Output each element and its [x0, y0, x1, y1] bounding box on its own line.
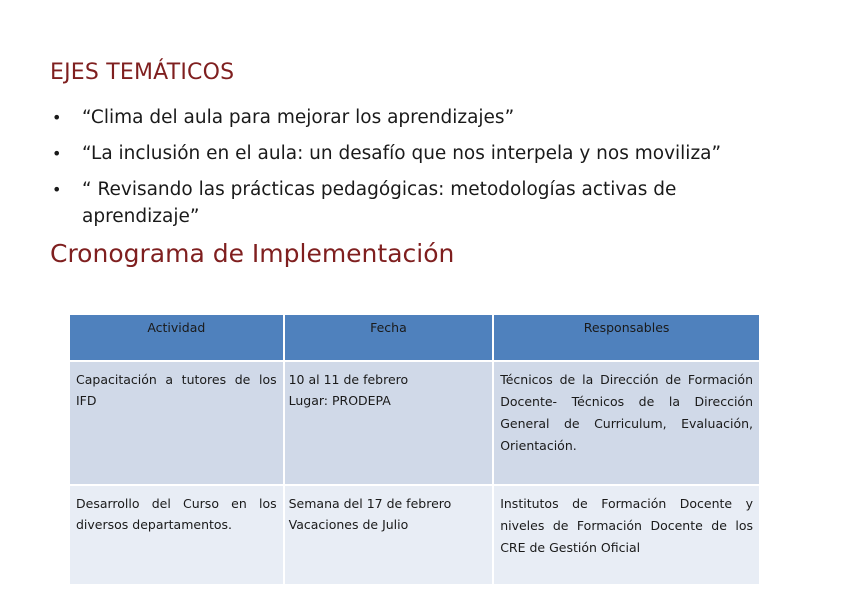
bullet-icon: •: [52, 108, 62, 127]
cronograma-title: Cronograma de Implementación: [50, 239, 455, 268]
ejes-tematicos-title: EJES TEMÁTICOS: [50, 60, 235, 85]
list-item: [50, 140, 790, 168]
cell-responsables: Técnicos de la Dirección de Formación Docente- Técnicos de la Dirección General de Curriculum, Evaluación, Orientación.: [493, 361, 760, 485]
cell-fecha: [284, 485, 494, 585]
fecha-line: Vacaciones de Julio: [288, 517, 409, 532]
eje-text: “ Revisando las prácticas pedagógicas: metodologías activas de aprendizaje”: [82, 179, 677, 227]
list-item: [50, 104, 790, 132]
table-row: [69, 485, 760, 585]
ejes-list: [50, 104, 790, 230]
cell-responsables: Institutos de Formación Docente y niveles de Formación Docente de los CRE de Gestión Oficial: [493, 485, 760, 585]
cell-fecha: [284, 361, 494, 485]
fecha-line: 10 al 11 de febrero: [288, 372, 409, 387]
list-item: [50, 176, 790, 230]
cell-actividad: Desarrollo del Curso en los diversos departamentos.: [69, 485, 284, 585]
header-fecha: Fecha: [284, 314, 494, 361]
fecha-line: Semana del 17 de febrero: [288, 496, 452, 511]
header-responsables: Responsables: [493, 314, 760, 361]
header-actividad: Actividad: [69, 314, 284, 361]
bullet-icon: •: [52, 144, 62, 163]
eje-text: “Clima del aula para mejorar los aprendizajes”: [82, 107, 515, 128]
cell-actividad: Capacitación a tutores de los IFD: [69, 361, 284, 485]
table-header-row: [69, 314, 760, 361]
eje-text: “La inclusión en el aula: un desafío que nos interpela y nos moviliza”: [82, 143, 722, 164]
fecha-line: Lugar: PRODEPA: [288, 393, 391, 408]
table-row: [69, 361, 760, 485]
bullet-icon: •: [52, 180, 62, 199]
cronograma-table: [68, 313, 761, 586]
